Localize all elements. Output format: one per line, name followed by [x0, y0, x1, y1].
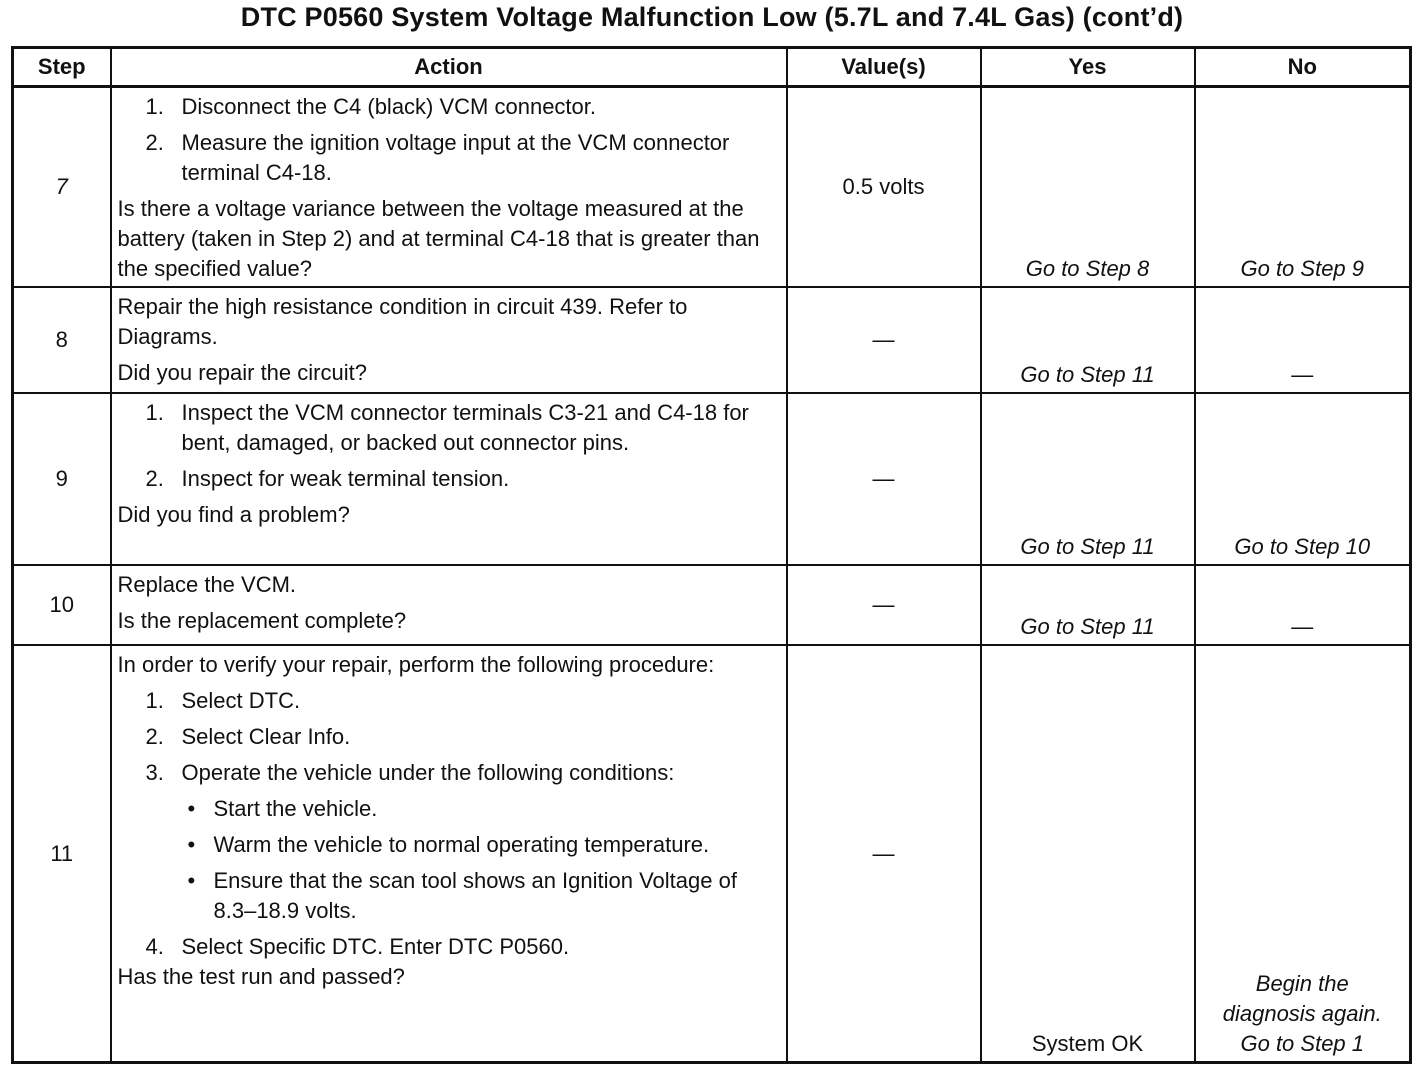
no-cell: Go to Step 9	[1195, 87, 1411, 288]
table-row-step-7	[13, 87, 1411, 288]
table-header-row	[13, 48, 1411, 87]
action-cell	[111, 87, 787, 288]
item-number: 1.	[145, 688, 164, 713]
item-text: Operate the vehicle under the following conditions:	[181, 760, 675, 785]
action-text: Replace the VCM.	[117, 572, 297, 597]
numbered-list	[118, 92, 780, 188]
item-text: Select DTC.	[181, 688, 301, 713]
bullet-text: Ensure that the scan tool shows an Ignition Voltage of 8.3–18.9 volts.	[213, 868, 737, 923]
header-no: No	[1195, 48, 1411, 87]
page-title: DTC P0560 System Voltage Malfunction Low (5.7L and 7.4L Gas) (cont’d)	[240, 2, 1184, 32]
table-row-step-10	[13, 565, 1411, 645]
bullet-item	[118, 830, 780, 860]
step-number: 11	[13, 645, 111, 1063]
step-number: 10	[13, 565, 111, 645]
bullet-text: Start the vehicle.	[213, 796, 378, 821]
list-item	[118, 398, 780, 458]
item-text: Disconnect the C4 (black) VCM connector.	[181, 94, 597, 119]
list-item	[118, 932, 780, 962]
yes-cell: Go to Step 11	[981, 287, 1195, 393]
list-item	[118, 686, 780, 716]
item-text: Inspect the VCM connector terminals C3-21 and C4-18 for bent, damaged, or backed out connector pins.	[181, 400, 749, 455]
step-number: 8	[13, 287, 111, 393]
item-text: Measure the ignition voltage input at the VCM connector terminal C4-18.	[181, 130, 730, 185]
list-item	[118, 722, 780, 752]
numbered-list	[118, 398, 780, 494]
header-values: Value(s)	[787, 48, 981, 87]
value-cell: —	[787, 645, 981, 1063]
list-item	[118, 464, 780, 494]
bullet-mark: •	[187, 796, 196, 821]
question-text: Is the replacement complete?	[117, 608, 407, 633]
value-cell: 0.5 volts	[787, 87, 981, 288]
bullet-mark: •	[187, 832, 196, 857]
question-text: Has the test run and passed?	[117, 964, 405, 989]
no-cell: —	[1195, 565, 1411, 645]
item-number: 2.	[145, 466, 164, 491]
numbered-list	[118, 686, 780, 788]
diagnostic-table	[11, 46, 1412, 1064]
list-item	[118, 92, 780, 122]
action-cell	[111, 565, 787, 645]
item-number: 3.	[145, 760, 164, 785]
action-text: Repair the high resistance condition in circuit 439. Refer to Diagrams.	[117, 294, 688, 349]
action-cell	[111, 287, 787, 393]
no-cell: Go to Step 10	[1195, 393, 1411, 565]
bullet-list	[118, 794, 780, 926]
step-number: 9	[13, 393, 111, 565]
yes-cell: System OK	[981, 645, 1195, 1063]
action-cell	[111, 645, 787, 1063]
table-row-step-8	[13, 287, 1411, 393]
header-action: Action	[111, 48, 787, 87]
value-cell: —	[787, 287, 981, 393]
value-cell: —	[787, 393, 981, 565]
item-text: Select Clear Info.	[181, 724, 351, 749]
item-number: 4.	[145, 934, 164, 959]
yes-cell: Go to Step 8	[981, 87, 1195, 288]
question-text: Did you find a problem?	[117, 502, 350, 527]
header-step: Step	[13, 48, 111, 87]
step-number: 7	[13, 87, 111, 288]
item-number: 1.	[145, 400, 164, 425]
item-number: 1.	[145, 94, 164, 119]
no-cell: Begin the diagnosis again. Go to Step 1	[1195, 645, 1411, 1063]
table-row-step-9	[13, 393, 1411, 565]
numbered-list	[118, 932, 780, 962]
header-yes: Yes	[981, 48, 1195, 87]
bullet-item	[118, 866, 780, 926]
item-number: 2.	[145, 724, 164, 749]
value-cell: —	[787, 565, 981, 645]
list-item	[118, 758, 780, 788]
no-cell: —	[1195, 287, 1411, 393]
bullet-mark: •	[187, 868, 196, 893]
item-text: Select Specific DTC. Enter DTC P0560.	[181, 934, 570, 959]
yes-cell: Go to Step 11	[981, 565, 1195, 645]
item-number: 2.	[145, 130, 164, 155]
question-text: Did you repair the circuit?	[117, 360, 367, 385]
bullet-item	[118, 794, 780, 824]
item-text: Inspect for weak terminal tension.	[181, 466, 510, 491]
action-text: In order to verify your repair, perform the following procedure:	[117, 652, 715, 677]
action-cell	[111, 393, 787, 565]
table-row-step-11	[13, 645, 1411, 1063]
list-item	[118, 128, 780, 188]
bullet-text: Warm the vehicle to normal operating temperature.	[213, 832, 710, 857]
question-text: Is there a voltage variance between the voltage measured at the battery (taken in Step 2) and at terminal C4-18 that is greater than the specified value?	[117, 196, 760, 281]
yes-cell: Go to Step 11	[981, 393, 1195, 565]
